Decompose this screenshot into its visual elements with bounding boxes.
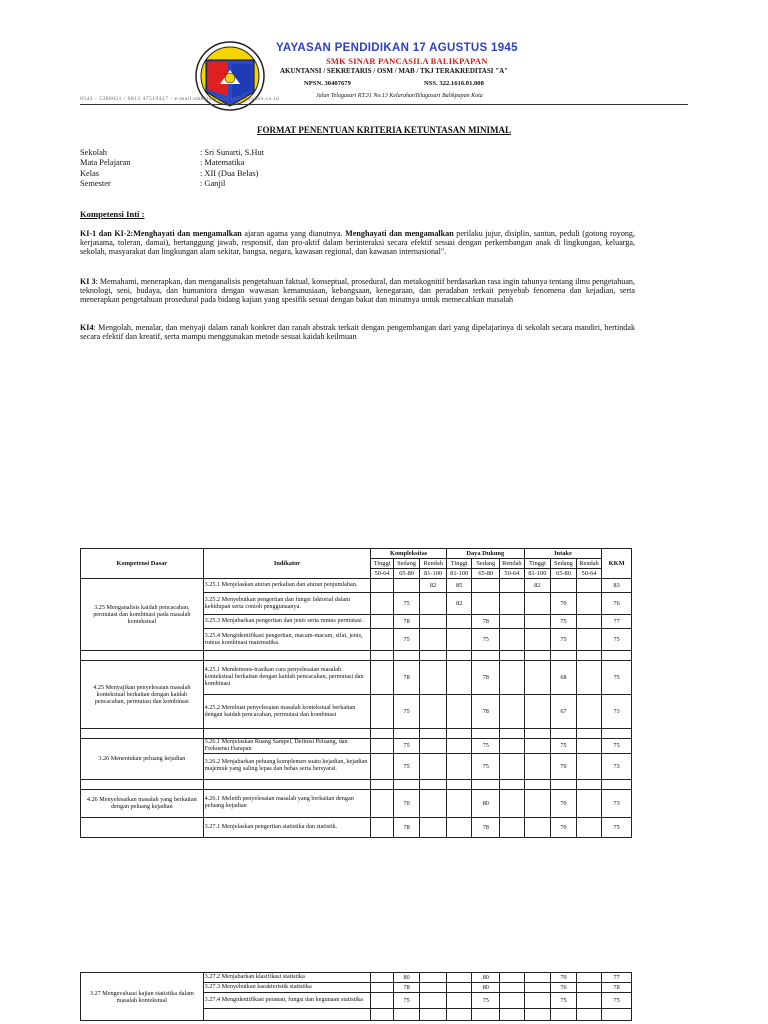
- score-cell: [371, 593, 393, 615]
- score-cell: [446, 973, 472, 983]
- kkm-cell: [602, 779, 632, 789]
- score-cell: 75: [472, 739, 500, 754]
- score-cell: 75: [472, 753, 500, 779]
- score-cell: [524, 993, 551, 1009]
- score-cell: [371, 651, 393, 661]
- meta-row: [80, 179, 264, 189]
- ki4-label: KI4: [80, 323, 94, 332]
- score-cell: [576, 661, 602, 695]
- table-row: [81, 789, 632, 817]
- score-cell: [500, 753, 525, 779]
- score-cell: [371, 1009, 393, 1021]
- kompetensi-dasar-cell: 3.27 Mengevaluasi kajian statistika dalam masalah kontekstual: [81, 973, 204, 1021]
- score-cell: [420, 615, 447, 629]
- score-cell: [500, 729, 525, 739]
- score-cell: 75: [551, 993, 577, 1009]
- score-cell: [446, 1009, 472, 1021]
- score-cell: [446, 729, 472, 739]
- score-cell: [576, 779, 602, 789]
- score-cell: [576, 695, 602, 729]
- level-header: Tinggi: [371, 559, 393, 569]
- score-cell: [371, 729, 393, 739]
- level-header: Sedang: [472, 559, 500, 569]
- score-cell: 75: [472, 629, 500, 651]
- score-cell: [524, 779, 551, 789]
- score-cell: 70: [551, 789, 577, 817]
- score-cell: [472, 779, 500, 789]
- score-cell: [524, 789, 551, 817]
- table-row: [81, 973, 632, 983]
- header-daya-dukung: Daya Dukung: [446, 549, 524, 559]
- score-cell: [524, 629, 551, 651]
- score-cell: [524, 661, 551, 695]
- table-row: [81, 651, 632, 661]
- score-cell: [446, 695, 472, 729]
- score-cell: [371, 615, 393, 629]
- score-cell: 75: [393, 993, 420, 1009]
- kkm-body-continued: [81, 973, 632, 1021]
- document-meta: [80, 148, 264, 190]
- meta-row: [80, 148, 264, 158]
- ki-heading: Kompetensi Inti :: [80, 209, 145, 219]
- kkm-cell: 75: [602, 629, 632, 651]
- kkm-body: [81, 579, 632, 838]
- score-cell: [500, 779, 525, 789]
- meta-row: [80, 169, 264, 179]
- kkm-cell: 75: [602, 993, 632, 1009]
- score-cell: 70: [551, 973, 577, 983]
- table-row: [81, 661, 632, 695]
- score-cell: 78: [472, 817, 500, 837]
- indikator-cell: 3.25.1 Menjelaskan aturan perkalian dan aturan penjumlahan.: [203, 579, 371, 593]
- kompetensi-dasar-cell: [81, 729, 204, 739]
- score-cell: [446, 753, 472, 779]
- ki1-bold1: :Menghayati dan mengamalkan: [130, 229, 242, 238]
- ki1-label: KI-1 dan KI-2: [80, 229, 131, 238]
- kompetensi-dasar-cell: [81, 779, 204, 789]
- score-cell: [371, 817, 393, 837]
- indikator-cell: 4.26.1 Meletih penyelesaian masalah yang berkaitan dengan peluang kejadian: [203, 789, 371, 817]
- kkm-cell: 75: [602, 739, 632, 754]
- score-cell: [371, 973, 393, 983]
- range-header: 50-64: [371, 569, 393, 579]
- score-cell: [576, 579, 602, 593]
- school-name: SMK SINAR PANCASILA BALIKPAPAN: [326, 56, 488, 66]
- meta-key: Mata Pelajaran: [80, 158, 131, 168]
- range-header: 81-100: [524, 569, 551, 579]
- indikator-cell: 3.26.1 Menjelaskan Ruang Sampel, Definisi Peluang, dan Frekuensi Harapan: [203, 739, 371, 754]
- kkm-table-continued: [80, 972, 632, 1021]
- score-cell: [446, 739, 472, 754]
- table-row: [81, 729, 632, 739]
- contact-line: 0542 - 5380051 / 0813 47519427 - e-mail:smksinarpancasila@yahoo.co.id: [80, 96, 280, 102]
- score-cell: 70: [393, 789, 420, 817]
- score-cell: [420, 973, 447, 983]
- score-cell: [524, 739, 551, 754]
- kkm-cell: [602, 651, 632, 661]
- score-cell: 75: [393, 753, 420, 779]
- score-cell: 78: [393, 817, 420, 837]
- indikator-cell: [203, 651, 371, 661]
- kompetensi-dasar-cell: [81, 651, 204, 661]
- meta-value: : XII (Dua Belas): [200, 168, 259, 178]
- score-cell: [420, 1009, 447, 1021]
- score-cell: [393, 779, 420, 789]
- meta-value: : Matematika: [200, 158, 245, 168]
- ki4-text: : Mengolah, menalar, dan menyaji dalam ranah konkret dan ranah abstrak terkait dengan pengembangan dari yang dipelajarinya di sekolah secara mandiri, bertindak secara efektif dan kreatif, serta mampu menggunakan metode sesuai kaidah keilmuan: [80, 323, 635, 341]
- score-cell: [420, 993, 447, 1009]
- kkm-cell: 73: [602, 753, 632, 779]
- level-header: Tinggi: [446, 559, 472, 569]
- score-cell: [393, 651, 420, 661]
- score-cell: [500, 579, 525, 593]
- kkm-cell: 78: [602, 983, 632, 993]
- score-cell: [524, 695, 551, 729]
- foundation-name: YAYASAN PENDIDIKAN 17 AGUSTUS 1945: [276, 42, 518, 54]
- indikator-cell: [203, 779, 371, 789]
- score-cell: [500, 973, 525, 983]
- ki4-paragraph: [80, 324, 635, 342]
- indikator-cell: 3.27.2 Menjabarkan klasifikasi statistika: [203, 973, 371, 983]
- range-header: 81-100: [420, 569, 447, 579]
- score-cell: [500, 739, 525, 754]
- score-cell: [500, 695, 525, 729]
- score-cell: 68: [551, 661, 577, 695]
- ki1-paragraph: [80, 230, 635, 257]
- meta-key: Kelas: [80, 168, 100, 178]
- table-row: [81, 817, 632, 837]
- score-cell: [472, 593, 500, 615]
- score-cell: [446, 651, 472, 661]
- level-header: Rendah: [500, 559, 525, 569]
- range-header: 50-64: [500, 569, 525, 579]
- score-cell: [500, 817, 525, 837]
- score-cell: 80: [393, 973, 420, 983]
- score-cell: [500, 789, 525, 817]
- score-cell: 75: [393, 629, 420, 651]
- score-cell: 80: [472, 789, 500, 817]
- score-cell: 85: [446, 579, 472, 593]
- range-header: 65-80: [551, 569, 577, 579]
- level-header: Rendah: [420, 559, 447, 569]
- score-cell: 78: [472, 695, 500, 729]
- score-cell: [551, 729, 577, 739]
- score-cell: [551, 1009, 577, 1021]
- school-programs: AKUNTANSI / SEKRETARIS / OSM / MAB / TKJ TERAKREDITASI "A": [280, 67, 509, 75]
- ki3-paragraph: [80, 278, 635, 305]
- score-cell: 75: [551, 615, 577, 629]
- indikator-cell: 3.25.3 Menjabarkan pengertian dan jenis serta rumus permutasi .: [203, 615, 371, 629]
- meta-value: : Sri Sunarti, S.Hut: [200, 148, 264, 157]
- indikator-cell: 3.27.1 Menjelaskan pengertian statistika dan statistik.: [203, 817, 371, 837]
- header-intake: Intake: [524, 549, 602, 559]
- kkm-table: [80, 548, 632, 838]
- score-cell: 75: [472, 993, 500, 1009]
- meta-key: Sekolah: [80, 148, 107, 157]
- score-cell: [472, 1009, 500, 1021]
- indikator-cell: [203, 729, 371, 739]
- indikator-cell: 3.27.4 Mengidentifikasi peranan, fungsi dan kegunaan statistika: [203, 993, 371, 1009]
- score-cell: [446, 983, 472, 993]
- score-cell: 80: [472, 983, 500, 993]
- score-cell: [371, 779, 393, 789]
- score-cell: [446, 779, 472, 789]
- indikator-cell: 3.26.2 Menjabarkan peluang komplemen suatu kejadian, kejadian majemuk yang saling lepas dan bebas serta bersyarat.: [203, 753, 371, 779]
- score-cell: [371, 579, 393, 593]
- document-title: FORMAT PENENTUAN KRITERIA KETUNTASAN MINIMAL: [256, 125, 512, 135]
- kkm-cell: [602, 729, 632, 739]
- score-cell: [420, 729, 447, 739]
- score-cell: 78: [472, 661, 500, 695]
- score-cell: 70: [551, 593, 577, 615]
- score-cell: [420, 983, 447, 993]
- score-cell: [500, 983, 525, 993]
- score-cell: [446, 817, 472, 837]
- level-header: Tinggi: [524, 559, 551, 569]
- meta-key: Semester: [80, 179, 111, 189]
- kkm-cell: 73: [602, 695, 632, 729]
- score-cell: [500, 993, 525, 1009]
- score-cell: [576, 973, 602, 983]
- score-cell: [371, 753, 393, 779]
- score-cell: 75: [393, 593, 420, 615]
- score-cell: [420, 817, 447, 837]
- score-cell: [500, 629, 525, 651]
- score-cell: 78: [472, 615, 500, 629]
- table-row: [81, 579, 632, 593]
- ki1-bold2: Menghayati dan mengamalkan: [345, 229, 454, 238]
- range-header: 65-80: [393, 569, 420, 579]
- score-cell: [500, 593, 525, 615]
- score-cell: 70: [551, 753, 577, 779]
- kompetensi-dasar-cell: 4.26 Menyelesaikan masalah yang berkaitan dengan peluang kejadian: [81, 789, 204, 817]
- table-row: [81, 779, 632, 789]
- score-cell: [420, 789, 447, 817]
- score-cell: [551, 651, 577, 661]
- meta-row: [80, 158, 264, 168]
- score-cell: 82: [420, 579, 447, 593]
- score-cell: 78: [393, 661, 420, 695]
- score-cell: [393, 579, 420, 593]
- score-cell: [446, 661, 472, 695]
- indikator-cell: [203, 1009, 371, 1021]
- score-cell: [576, 651, 602, 661]
- score-cell: 75: [393, 739, 420, 754]
- score-cell: 78: [393, 615, 420, 629]
- score-cell: 70: [551, 817, 577, 837]
- score-cell: [576, 739, 602, 754]
- score-cell: [371, 983, 393, 993]
- score-cell: [472, 651, 500, 661]
- npsn-label: NPSN. 30407679: [304, 80, 351, 87]
- score-cell: [371, 661, 393, 695]
- score-cell: 82: [524, 579, 551, 593]
- score-cell: [420, 739, 447, 754]
- score-cell: [446, 615, 472, 629]
- header-kkm: KKM: [602, 549, 632, 579]
- score-cell: [576, 593, 602, 615]
- score-cell: [371, 739, 393, 754]
- kompetensi-dasar-cell: [81, 817, 204, 837]
- score-cell: [446, 789, 472, 817]
- score-cell: [393, 1009, 420, 1021]
- score-cell: 75: [393, 695, 420, 729]
- score-cell: [524, 615, 551, 629]
- score-cell: [371, 993, 393, 1009]
- score-cell: [524, 973, 551, 983]
- ki1-text2: perilaku jujur, disiplin, santun, peduli (gotong royong, kerjasama, toleran, damai), bertanggung jawab, responsif, dan pro-aktif dalam berinteraksi secara efektif sesuai dengan perkembangan anak di lingkungan, keluarga, sekolah, masyarakat dan lingkungan alam sekitar, bangsa, negara, kawasan regional, dan kawasan internasional".: [80, 229, 635, 256]
- school-address: Jalan Telagasari RT.31 No.13 KelurahanTelagasari Balikpapan Kota: [316, 93, 483, 99]
- kkm-cell: 77: [602, 615, 632, 629]
- score-cell: 78: [393, 983, 420, 993]
- table-row: [81, 739, 632, 754]
- indikator-cell: 4.25.1 Mendemons-trasikan cara penyelesaian masalah kontekstual berkaitan dengan kaidah pencacahan, permutasi dan kombinasi: [203, 661, 371, 695]
- indikator-cell: 3.27.3 Menyebutkan karakteristik statistika: [203, 983, 371, 993]
- score-cell: 82: [446, 593, 472, 615]
- meta-value: : Ganjil: [200, 179, 226, 189]
- score-cell: [500, 651, 525, 661]
- score-cell: [524, 1009, 551, 1021]
- score-cell: [524, 593, 551, 615]
- header-kompleksitas: Kompleksitas: [371, 549, 447, 559]
- range-header: 65-80: [472, 569, 500, 579]
- score-cell: [371, 789, 393, 817]
- score-cell: [524, 753, 551, 779]
- range-header: 81-100: [446, 569, 472, 579]
- score-cell: [576, 983, 602, 993]
- range-header: 50-64: [576, 569, 602, 579]
- score-cell: [551, 779, 577, 789]
- score-cell: [576, 729, 602, 739]
- kkm-cell: 83: [602, 579, 632, 593]
- score-cell: 75: [551, 739, 577, 754]
- score-cell: [446, 993, 472, 1009]
- score-cell: [524, 817, 551, 837]
- kkm-cell: 73: [602, 789, 632, 817]
- score-cell: [524, 983, 551, 993]
- kkm-cell: 77: [602, 973, 632, 983]
- score-cell: [472, 729, 500, 739]
- score-cell: [576, 993, 602, 1009]
- score-cell: [500, 661, 525, 695]
- kkm-cell: 76: [602, 593, 632, 615]
- score-cell: [420, 651, 447, 661]
- kkm-cell: 75: [602, 661, 632, 695]
- header-divider: [80, 104, 688, 105]
- header-indikator: Indikator: [203, 549, 371, 579]
- score-cell: [420, 695, 447, 729]
- kkm-cell: [602, 1009, 632, 1021]
- ki3-label: KI 3: [80, 277, 96, 286]
- score-cell: [576, 629, 602, 651]
- score-cell: [472, 579, 500, 593]
- score-cell: [420, 779, 447, 789]
- level-header: Rendah: [576, 559, 602, 569]
- kompetensi-dasar-cell: 3.25 Menganalisis kaidah pencacahan, permutasi dan kombinasi pada masalah kontekstual: [81, 579, 204, 651]
- score-cell: [524, 651, 551, 661]
- score-cell: [420, 629, 447, 651]
- kompetensi-dasar-cell: 3.26 Menentukan peluang kejadian: [81, 739, 204, 780]
- ki3-text: : Memahami, menerapkan, dan menganalisis pengetahuan faktual, konseptual, prosedural, dan metakognitif berdasarkan rasa ingin tahunya tentang ilmu pengetahuan, teknologi, seni, budaya, dan humaniora dengan wawasan kemanusiaan, kebangsaan, kenegaraan, dan peradaban terkait penyebab fenomena dan kejadian, serta menerapkan pengetahuan prosedural pada bidang kajian yang spesifik sesuai dengan bakat dan minatnya untuk memecahkan masalah: [80, 277, 635, 304]
- score-cell: [446, 629, 472, 651]
- level-header: Sedang: [393, 559, 420, 569]
- kompetensi-dasar-cell: 4.25 Menyajikan penyelesaian masalah kontekstual berkaitan dengan kaidah pencacahan, permutasi dan kombinasi: [81, 661, 204, 729]
- score-cell: [371, 695, 393, 729]
- level-header: Sedang: [551, 559, 577, 569]
- indikator-cell: 4.25.2 Membuat penyelesaian masalah kontekstual berkaitan dengan kaidah pencacahan, permutasi dan kombinasi: [203, 695, 371, 729]
- score-cell: [420, 753, 447, 779]
- score-cell: [576, 1009, 602, 1021]
- score-cell: [500, 1009, 525, 1021]
- header-kompetensi-dasar: Kompetensi Dasar: [81, 549, 204, 579]
- score-cell: [371, 629, 393, 651]
- score-cell: 67: [551, 695, 577, 729]
- score-cell: [551, 579, 577, 593]
- score-cell: [500, 615, 525, 629]
- score-cell: 75: [551, 629, 577, 651]
- score-cell: [524, 729, 551, 739]
- score-cell: [576, 753, 602, 779]
- score-cell: [393, 729, 420, 739]
- score-cell: [420, 661, 447, 695]
- indikator-cell: 3.25.2 Menyebutkan pengertian dan fungsi faktorial dalam kehidupan serta contoh penggunaanya.: [203, 593, 371, 615]
- kkm-cell: 75: [602, 817, 632, 837]
- score-cell: 80: [472, 973, 500, 983]
- ki1-text1: ajaran agama yang dianutnya.: [241, 229, 346, 238]
- score-cell: 76: [551, 983, 577, 993]
- score-cell: [576, 615, 602, 629]
- score-cell: [576, 789, 602, 817]
- score-cell: [576, 817, 602, 837]
- score-cell: [420, 593, 447, 615]
- nss-label: NSS. 322.1616.01.008: [424, 80, 484, 87]
- indikator-cell: 3.25.4 Mengidentifikasi pengertian, macam-macam, sifat, jenis, rumus kombinasi matematika.: [203, 629, 371, 651]
